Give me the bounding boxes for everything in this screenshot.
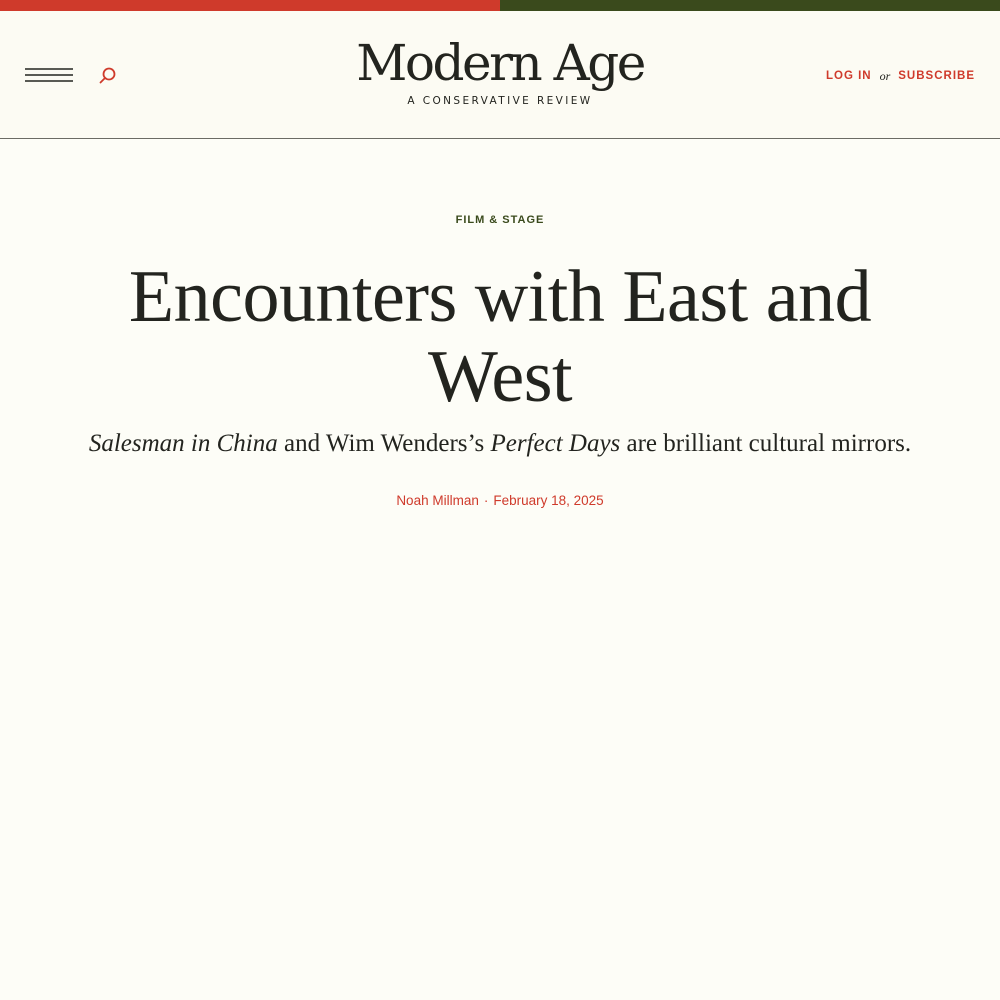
author-link[interactable]: Noah Millman xyxy=(396,493,479,508)
auth-links xyxy=(826,67,975,85)
site-logo[interactable] xyxy=(300,33,700,113)
article-byline xyxy=(0,493,1000,508)
site-header xyxy=(0,11,1000,139)
dek-italic-title-2: Perfect Days xyxy=(490,430,621,457)
top-color-bar xyxy=(0,0,1000,11)
publish-date: February 18, 2025 xyxy=(493,493,604,508)
article-title: Encounters with East and West xyxy=(128,256,872,418)
article-dek xyxy=(50,427,950,461)
login-link[interactable]: LOG IN xyxy=(825,70,872,82)
byline-separator: · xyxy=(483,493,489,508)
subscribe-link[interactable]: SUBSCRIBE xyxy=(898,70,975,82)
hamburger-icon[interactable] xyxy=(25,67,73,83)
top-color-bar-red xyxy=(0,0,500,11)
logo-wordmark: Modern Age xyxy=(356,34,644,92)
article-category-link[interactable]: FILM & STAGE xyxy=(455,214,545,226)
logo-tagline: A CONSERVATIVE REVIEW xyxy=(407,95,593,107)
auth-or-text: or xyxy=(879,68,891,83)
top-color-bar-green xyxy=(500,0,1000,11)
dek-text-1: and Wim Wenders’s xyxy=(277,430,491,457)
dek-text-2: are brilliant cultural mirrors. xyxy=(620,430,912,457)
search-icon[interactable] xyxy=(98,66,118,86)
dek-italic-title-1: Salesman in China xyxy=(88,430,278,457)
